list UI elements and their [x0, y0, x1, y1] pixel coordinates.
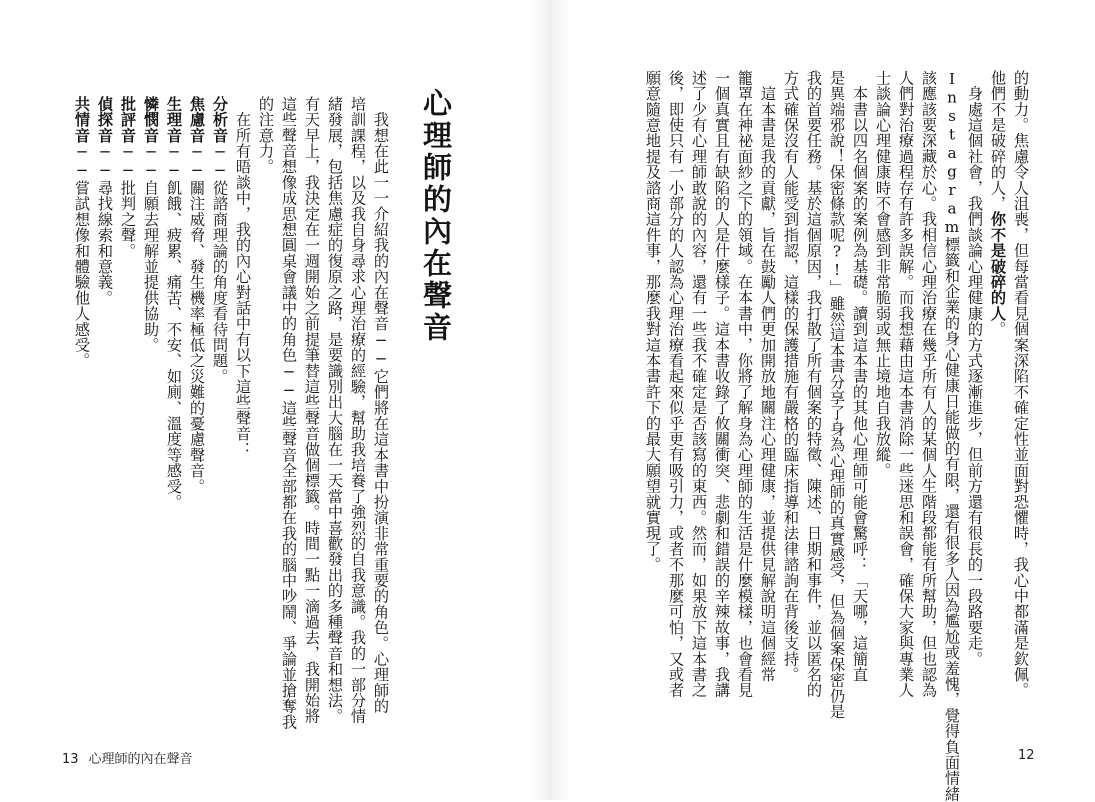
body-line: 是異端邪說！保密條款呢?!」雖然這本書分享了身為心理師的真實感受，但為個案保密仍是	[828, 70, 846, 720]
voice-item-critic: 批評音──批判之聲。	[119, 96, 137, 259]
body-line: 一個真實且有缺陷的人是什麼樣子。這本書收錄了攸關衝突、悲劇和錯誤的辛辣故事，我講	[713, 70, 731, 698]
body-line: 緒發展，包括焦慮症的復原之路，是要識別出大腦在一天當中喜歡發出的多種聲音和想法。	[326, 96, 344, 724]
page-number: 12	[1018, 748, 1035, 763]
body-line: Instagram標籤和企業的身心健康日能做的有限，還有很多人因為尷尬或羞愧，覺得負面情緒	[943, 70, 961, 802]
left-folio	[62, 748, 193, 767]
body-line: 身處這個社會，我們談論心理健康的方式逐漸進步，但前方還有很長的一段路要走。	[966, 70, 984, 667]
voice-item-empathy: 共情音──嘗試想像和體驗他人感受。	[73, 96, 91, 369]
body-line: 人們對治療過程存有許多誤解。而我想藉由這本書消除一些迷思和誤會，確保大家與專業人	[897, 70, 915, 698]
body-line: 這些聲音想像成思想圓桌會議中的角色──這些聲音全部都在我的腦中吵鬧、爭論並搶奪我	[280, 96, 298, 730]
body-line: 在所有晤談中，我的內心對話中有以下這些聲音：	[234, 96, 252, 458]
running-head: 心理師的內在聲音	[88, 752, 193, 767]
body-line: 該應該要深藏於心。我相信心理治療在幾乎所有人的某個人生階段都能有所幫助，但也認為	[920, 70, 938, 698]
body-line: 本書以四名個案的案例為基礎。讀到這本書的其他心理師可能會驚呼：「天哪，這簡直	[851, 70, 869, 683]
body-line: 他們不是破碎的人，你不是破碎的人。	[989, 70, 1007, 337]
body-line: 的注意力。	[257, 96, 275, 175]
body-line: 我想在此一一介紹我的內在聲音──它們將在這本書中扮演非常重要的角色。心理師的	[372, 96, 390, 714]
page-gutter	[530, 0, 570, 800]
body-line: 培訓課程，以及我自身尋求心理治療的經驗，幫助我培養了強烈的自我意識。我的一部分情	[349, 96, 367, 724]
voice-item-anxiety: 焦慮音──關注威脅、發生機率極低之災難的憂慮聲音。	[188, 96, 206, 495]
body-line: 我的首要任務。基於這個原因，我打散了所有個案的特徵、陳述、日期和事件，並以匿名的	[805, 70, 823, 698]
right-folio	[1018, 748, 1035, 763]
body-line: 籠罩在神祕面紗之下的領域。在本書中，你將了解身為心理師的生活是什麼模樣，也會看見	[736, 70, 754, 698]
body-line: 述了少有心理師敢說的內容，還有一些我不確定是否該寫的東西。然而，如果放下這本書之	[690, 70, 708, 698]
body-line: 士談論心理健康時不會感到非常脆弱或無止境地自我放縱。	[874, 70, 892, 479]
body-line: 有天早上，我決定在一週開始之前提筆替這些聲音做個標籤。時間一點一滴過去，我開始將	[303, 96, 321, 724]
voice-item-detective: 偵探音──尋找線索和意義。	[96, 96, 114, 306]
body-line: 後，即使只有一小部分的人認為心理治療看起來似乎更有吸引力，或者不那麼可怕，又或者	[667, 70, 685, 698]
body-line: 願意隨意地提及諮商這件事，那麼我對這本書許下的最大願望就實現了。	[644, 70, 662, 573]
chapter-title: 心理師的內在聲音	[419, 88, 453, 344]
voice-item-compassion: 憐憫音──自願去理解並提供協助。	[142, 96, 160, 353]
voice-item-physical: 生理音──飢餓、疲累、痛苦、不安、如廁、溫度等感受。	[165, 96, 183, 510]
body-line: 這本書是我的貢獻，旨在鼓勵人們更加開放地關注心理健康，並提供見解說明這個經常	[759, 70, 777, 683]
emphasis-text: 你不是破碎的人	[989, 211, 1007, 322]
body-line: 方式確保沒有人能受到指認，這樣的保護措施有嚴格的臨床指導和法律諮詢在背後支持。	[782, 70, 800, 683]
page-number: 13	[62, 752, 79, 767]
left-page-body	[62, 96, 392, 730]
body-line: 的動力。焦慮令人沮喪，但每當看見個案深陷不確定性並面對恐懼時，我心中都滿是欽佩。	[1012, 70, 1030, 698]
voice-item-analysis: 分析音──從諮商理論的角度看待問題。	[211, 96, 229, 385]
